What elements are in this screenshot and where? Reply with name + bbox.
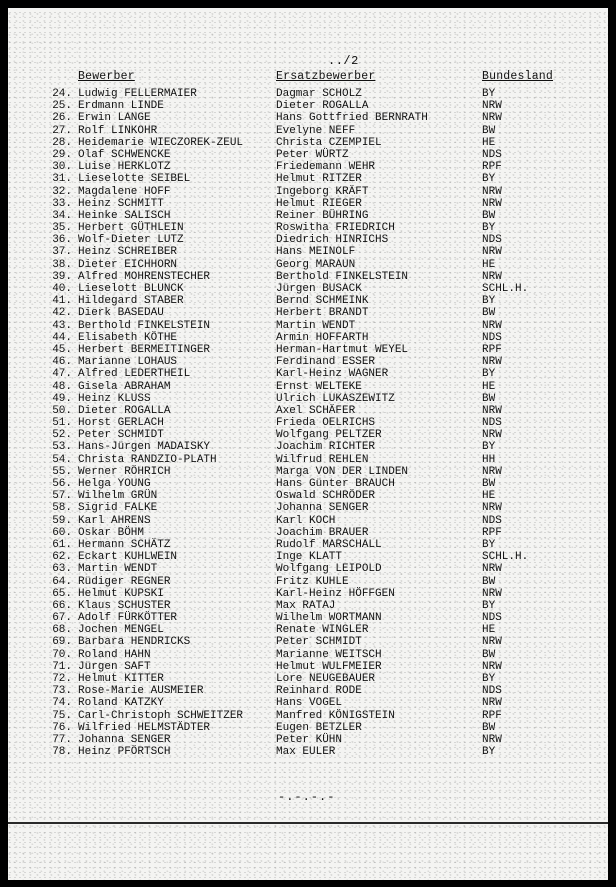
- list-row: [0, 149, 616, 161]
- substitute-name: Hans MEINOLF: [276, 246, 356, 259]
- applicant-name: Elisabeth KÖTHE: [78, 331, 178, 344]
- state-code: HH: [482, 453, 496, 466]
- state-code: BY: [482, 222, 496, 235]
- substitute-name: Diedrich HINRICHS: [276, 234, 389, 247]
- state-code: BY: [482, 173, 496, 186]
- applicant-name: Heinz SCHREIBER: [78, 246, 178, 259]
- applicant-name: Karl AHRENS: [78, 514, 151, 527]
- substitute-name: Peter SCHMIDT: [276, 636, 362, 649]
- state-code: BW: [482, 721, 496, 734]
- state-code: BW: [482, 392, 496, 405]
- state-code: RPF: [482, 343, 502, 356]
- applicant-name: Alfred LEDERTHEIL: [78, 368, 191, 381]
- state-code: RPF: [482, 709, 502, 722]
- state-code: HE: [482, 380, 496, 393]
- applicant-name: Lieselott BLUNCK: [78, 283, 184, 295]
- list-row: [0, 307, 616, 319]
- list-row: [0, 137, 616, 149]
- state-code: NRW: [482, 100, 502, 113]
- applicant-name: Peter SCHMIDT: [78, 429, 164, 442]
- substitute-name: Martin WENDT: [276, 319, 356, 332]
- state-code: NRW: [482, 587, 502, 600]
- substitute-name: Karl KOCH: [276, 514, 336, 527]
- applicant-name: Erdmann LINDE: [78, 100, 164, 113]
- row-number: 68.: [52, 624, 72, 637]
- substitute-name: Friedemann WEHR: [276, 161, 376, 174]
- substitute-name: Marianne WEITSCH: [276, 648, 382, 661]
- applicant-name: Berthold FINKELSTEIN: [78, 319, 211, 332]
- row-number: 29.: [52, 148, 72, 161]
- state-code: HE: [482, 624, 496, 637]
- state-code: NRW: [482, 636, 502, 649]
- list-row: [0, 100, 616, 112]
- applicant-name: Rolf LINKOHR: [78, 124, 158, 137]
- list-row: [0, 734, 616, 746]
- state-code: NRW: [482, 356, 502, 369]
- row-number: 62.: [52, 551, 72, 564]
- applicant-name: Johanna SENGER: [78, 733, 171, 746]
- state-code: BW: [482, 575, 496, 588]
- applicant-name: Carl-Christoph SCHWEITZER: [78, 709, 244, 722]
- row-number: 66.: [52, 599, 72, 612]
- list-row: [0, 502, 616, 514]
- list-row: [0, 576, 616, 588]
- row-number: 57.: [52, 490, 72, 503]
- row-number: 46.: [52, 356, 72, 369]
- substitute-name: Axel SCHÄFER: [276, 404, 356, 417]
- list-row: [0, 368, 616, 380]
- row-number: 76.: [52, 721, 72, 734]
- state-code: BY: [482, 295, 496, 308]
- list-row: [0, 649, 616, 661]
- state-code: NRW: [482, 429, 502, 442]
- state-code: NDS: [482, 417, 502, 430]
- row-number: 47.: [52, 368, 72, 381]
- applicant-name: Hildegard STABER: [78, 295, 184, 308]
- list-row: [0, 563, 616, 575]
- list-row: [0, 234, 616, 246]
- list-row: [0, 259, 616, 271]
- list-row: [0, 722, 616, 734]
- row-number: 67.: [52, 612, 72, 625]
- row-number: 26.: [52, 112, 72, 125]
- applicant-name: Wilfried HELMSTÄDTER: [78, 721, 211, 734]
- substitute-name: Dagmar SCHOLZ: [276, 88, 362, 100]
- applicant-name: Eckart KUHLWEIN: [78, 551, 178, 564]
- list-row: [0, 515, 616, 527]
- substitute-name: Karl-Heinz WAGNER: [276, 368, 389, 381]
- row-number: 55.: [52, 465, 72, 478]
- row-number: 42.: [52, 307, 72, 320]
- applicant-name: Werner RÖHRICH: [78, 465, 171, 478]
- state-code: NRW: [482, 270, 502, 283]
- state-code: NRW: [482, 246, 502, 259]
- applicant-name: Marianne LOHAUS: [78, 356, 178, 369]
- state-code: NRW: [482, 319, 502, 332]
- row-number: 59.: [52, 514, 72, 527]
- applicant-name: Hermann SCHÄTZ: [78, 538, 171, 551]
- list-row: [0, 527, 616, 539]
- list-row: [0, 636, 616, 648]
- applicant-name: Ludwig FELLERMAIER: [78, 88, 197, 100]
- row-number: 25.: [52, 100, 72, 113]
- applicant-name: Helmut KUPSKI: [78, 587, 164, 600]
- substitute-name: Johanna SENGER: [276, 502, 369, 515]
- row-number: 72.: [52, 673, 72, 685]
- applicant-name: Heinke SALISCH: [78, 209, 171, 222]
- applicant-name: Rose-Marie AUSMEIER: [78, 685, 204, 698]
- state-code: SCHL.H.: [482, 283, 529, 295]
- substitute-name: Georg MARAUN: [276, 258, 356, 271]
- list-row: [0, 746, 616, 758]
- row-number: 58.: [52, 502, 72, 515]
- applicant-name: Alfred MOHRENSTECHER: [78, 270, 211, 283]
- row-number: 65.: [52, 587, 72, 600]
- substitute-name: Peter WÜRTZ: [276, 148, 349, 161]
- list-row: [0, 710, 616, 722]
- state-code: BY: [482, 368, 496, 381]
- row-number: 48.: [52, 380, 72, 393]
- substitute-name: Wolfgang LEIPOLD: [276, 563, 382, 576]
- applicant-name: Wolf-Dieter LUTZ: [78, 234, 184, 247]
- state-code: NDS: [482, 612, 502, 625]
- substitute-name: Joachim RICHTER: [276, 441, 376, 454]
- row-number: 49.: [52, 392, 72, 405]
- row-number: 32.: [52, 185, 72, 198]
- row-number: 28.: [52, 136, 72, 149]
- applicant-name: Oskar BÖHM: [78, 526, 145, 539]
- applicant-name: Adolf FÜRKÖTTER: [78, 612, 178, 625]
- list-row: [0, 466, 616, 478]
- state-code: NRW: [482, 697, 502, 710]
- substitute-name: Helmut RIEGER: [276, 197, 362, 210]
- applicant-name: Helga YOUNG: [78, 478, 151, 490]
- state-code: BY: [482, 746, 496, 759]
- state-code: RPF: [482, 161, 502, 174]
- row-number: 52.: [52, 429, 72, 442]
- list-row: [0, 478, 616, 490]
- substitute-name: Wolfgang PELTZER: [276, 429, 382, 442]
- applicant-name: Heinz PFÖRTSCH: [78, 746, 171, 759]
- applicant-name: Jochen MENGEL: [78, 624, 164, 637]
- state-code: BY: [482, 88, 496, 100]
- substitute-name: Rudolf MARSCHALL: [276, 538, 382, 551]
- applicant-name: Helmut KITTER: [78, 673, 164, 685]
- substitute-name: Oswald SCHRÖDER: [276, 490, 376, 503]
- row-number: 36.: [52, 234, 72, 247]
- state-code: SCHL.H.: [482, 551, 529, 564]
- applicant-name: Jürgen SAFT: [78, 660, 151, 673]
- state-code: BY: [482, 538, 496, 551]
- state-code: NRW: [482, 660, 502, 673]
- applicant-name: Barbara HENDRICKS: [78, 636, 191, 649]
- list-row: [0, 600, 616, 612]
- applicant-name: Herbert BERMEITINGER: [78, 343, 211, 356]
- state-code: NRW: [482, 185, 502, 198]
- substitute-name: Evelyne NEFF: [276, 124, 356, 137]
- row-number: 43.: [52, 319, 72, 332]
- row-number: 51.: [52, 417, 72, 430]
- applicant-name: Roland KATZKY: [78, 697, 164, 710]
- applicant-name: Heinz SCHMITT: [78, 197, 164, 210]
- row-number: 34.: [52, 209, 72, 222]
- list-row: [0, 539, 616, 551]
- row-number: 78.: [52, 746, 72, 759]
- applicant-name: Olaf SCHWENCKE: [78, 148, 171, 161]
- state-code: BY: [482, 599, 496, 612]
- list-row: [0, 246, 616, 258]
- substitute-name: Reinhard RODE: [276, 685, 362, 698]
- substitute-name: Helmut WULFMEIER: [276, 660, 382, 673]
- state-code: BY: [482, 441, 496, 454]
- state-code: NRW: [482, 563, 502, 576]
- applicant-name: Horst GERLACH: [78, 417, 164, 430]
- state-code: NRW: [482, 502, 502, 515]
- substitute-name: Ferdinand ESSER: [276, 356, 376, 369]
- substitute-name: Hans Gottfried BERNRATH: [276, 112, 428, 125]
- list-row: [0, 88, 616, 100]
- substitute-name: Ulrich LUKASZEWITZ: [276, 392, 395, 405]
- row-number: 70.: [52, 648, 72, 661]
- applicant-name: Luise HERKLOTZ: [78, 161, 171, 174]
- applicant-name: Dierk BASEDAU: [78, 307, 164, 320]
- row-number: 74.: [52, 697, 72, 710]
- list-row: [0, 222, 616, 234]
- list-row: [0, 112, 616, 124]
- state-code: HE: [482, 136, 496, 149]
- substitute-name: Bernd SCHMEINK: [276, 295, 369, 308]
- list-row: [0, 661, 616, 673]
- substitute-name: Armin HOFFARTH: [276, 331, 369, 344]
- state-code: NDS: [482, 514, 502, 527]
- substitute-name: Jürgen BUSACK: [276, 283, 362, 295]
- state-code: BW: [482, 648, 496, 661]
- substitute-name: Christa CZEMPIEL: [276, 136, 382, 149]
- applicant-name: Dieter ROGALLA: [78, 404, 171, 417]
- row-number: 53.: [52, 441, 72, 454]
- substitute-name: Marga VON DER LINDEN: [276, 465, 409, 478]
- row-number: 33.: [52, 197, 72, 210]
- substitute-name: Renate WINGLER: [276, 624, 369, 637]
- substitute-name: Berthold FINKELSTEIN: [276, 270, 409, 283]
- substitute-name: Peter KÜHN: [276, 733, 343, 746]
- substitute-name: Karl-Heinz HÖFFGEN: [276, 587, 395, 600]
- substitute-name: Inge KLATT: [276, 551, 343, 564]
- applicant-name: Christa RANDZIO-PLATH: [78, 453, 217, 466]
- row-number: 64.: [52, 575, 72, 588]
- row-number: 37.: [52, 246, 72, 259]
- row-number: 54.: [52, 453, 72, 466]
- state-code: HE: [482, 258, 496, 271]
- state-code: NRW: [482, 112, 502, 125]
- applicant-name: Dieter EICHHORN: [78, 258, 178, 271]
- list-row: [0, 295, 616, 307]
- list-row: [0, 405, 616, 417]
- applicant-name: Roland HAHN: [78, 648, 151, 661]
- list-row: [0, 381, 616, 393]
- substitute-name: Reiner BÜHRING: [276, 209, 369, 222]
- list-row: [0, 186, 616, 198]
- list-row: [0, 320, 616, 332]
- substitute-name: Herman-Hartmut WEYEL: [276, 343, 409, 356]
- header-applicant: Bewerber: [78, 70, 135, 83]
- state-code: RPF: [482, 526, 502, 539]
- substitute-name: Helmut RITZER: [276, 173, 362, 186]
- list-row: [0, 697, 616, 709]
- list-row: [0, 685, 616, 697]
- row-number: 56.: [52, 478, 72, 490]
- end-mark: -.-.-.-: [278, 790, 336, 804]
- list-row: [0, 454, 616, 466]
- applicant-name: Hans-Jürgen MADAISKY: [78, 441, 211, 454]
- list-row: [0, 283, 616, 295]
- substitute-name: Dieter ROGALLA: [276, 100, 369, 113]
- list-row: [0, 356, 616, 368]
- list-row: [0, 551, 616, 563]
- list-row: [0, 441, 616, 453]
- list-row: [0, 344, 616, 356]
- row-number: 71.: [52, 660, 72, 673]
- state-code: NRW: [482, 733, 502, 746]
- row-number: 39.: [52, 270, 72, 283]
- state-code: NDS: [482, 148, 502, 161]
- substitute-name: Ernst WELTEKE: [276, 380, 362, 393]
- state-code: BW: [482, 307, 496, 320]
- applicant-name: Lieselotte SEIBEL: [78, 173, 191, 186]
- list-row: [0, 173, 616, 185]
- state-code: NDS: [482, 234, 502, 247]
- header-state: Bundesland: [482, 70, 554, 83]
- state-code: NRW: [482, 465, 502, 478]
- state-code: HE: [482, 490, 496, 503]
- list-row: [0, 332, 616, 344]
- substitute-name: Fritz KUHLE: [276, 575, 349, 588]
- state-code: NRW: [482, 404, 502, 417]
- row-number: 24.: [52, 88, 72, 100]
- row-number: 38.: [52, 258, 72, 271]
- substitute-name: Herbert BRANDT: [276, 307, 369, 320]
- list-row: [0, 161, 616, 173]
- substitute-name: Max RATAJ: [276, 599, 336, 612]
- row-number: 45.: [52, 343, 72, 356]
- row-number: 77.: [52, 733, 72, 746]
- list-row: [0, 210, 616, 222]
- substitute-name: Wilfrud REHLEN: [276, 453, 369, 466]
- list-row: [0, 490, 616, 502]
- applicant-name: Klaus SCHUSTER: [78, 599, 171, 612]
- list-row: [0, 612, 616, 624]
- applicant-name: Sigrid FALKE: [78, 502, 158, 515]
- applicant-name: Wilhelm GRÜN: [78, 490, 158, 503]
- applicant-name: Martin WENDT: [78, 563, 158, 576]
- substitute-name: Joachim BRAUER: [276, 526, 369, 539]
- candidate-list: [0, 88, 616, 758]
- row-number: 50.: [52, 404, 72, 417]
- applicant-name: Erwin LANGE: [78, 112, 151, 125]
- row-number: 63.: [52, 563, 72, 576]
- row-number: 73.: [52, 685, 72, 698]
- substitute-name: Frieda OELRICHS: [276, 417, 376, 430]
- list-row: [0, 198, 616, 210]
- state-code: NDS: [482, 331, 502, 344]
- substitute-name: Max EULER: [276, 746, 336, 759]
- list-row: [0, 429, 616, 441]
- substitute-name: Hans VOGEL: [276, 697, 343, 710]
- state-code: BY: [482, 673, 496, 685]
- applicant-name: Herbert GÜTHLEIN: [78, 222, 184, 235]
- list-row: [0, 417, 616, 429]
- list-row: [0, 624, 616, 636]
- substitute-name: Ingeborg KRÄFT: [276, 185, 369, 198]
- scan-edge-line: [8, 822, 608, 824]
- state-code: NDS: [482, 685, 502, 698]
- row-number: 75.: [52, 709, 72, 722]
- row-number: 30.: [52, 161, 72, 174]
- list-row: [0, 125, 616, 137]
- row-number: 27.: [52, 124, 72, 137]
- substitute-name: Lore NEUGEBAUER: [276, 673, 376, 685]
- row-number: 41.: [52, 295, 72, 308]
- state-code: NRW: [482, 197, 502, 210]
- list-row: [0, 673, 616, 685]
- substitute-name: Wilhelm WORTMANN: [276, 612, 382, 625]
- row-number: 31.: [52, 173, 72, 186]
- substitute-name: Manfred KÖNIGSTEIN: [276, 709, 395, 722]
- applicant-name: Magdalene HOFF: [78, 185, 171, 198]
- header-substitute: Ersatzbewerber: [276, 70, 376, 83]
- row-number: 44.: [52, 331, 72, 344]
- page-number: ../2: [328, 54, 359, 68]
- substitute-name: Roswitha FRIEDRICH: [276, 222, 395, 235]
- substitute-name: Eugen BETZLER: [276, 721, 362, 734]
- row-number: 69.: [52, 636, 72, 649]
- row-number: 61.: [52, 538, 72, 551]
- row-number: 40.: [52, 283, 72, 295]
- applicant-name: Rüdiger REGNER: [78, 575, 171, 588]
- row-number: 35.: [52, 222, 72, 235]
- state-code: BW: [482, 209, 496, 222]
- applicant-name: Heidemarie WIECZOREK-ZEUL: [78, 136, 244, 149]
- applicant-name: Heinz KLUSS: [78, 392, 151, 405]
- state-code: BW: [482, 478, 496, 490]
- list-row: [0, 588, 616, 600]
- row-number: 60.: [52, 526, 72, 539]
- list-row: [0, 271, 616, 283]
- substitute-name: Hans Günter BRAUCH: [276, 478, 395, 490]
- state-code: BW: [482, 124, 496, 137]
- list-row: [0, 393, 616, 405]
- applicant-name: Gisela ABRAHAM: [78, 380, 171, 393]
